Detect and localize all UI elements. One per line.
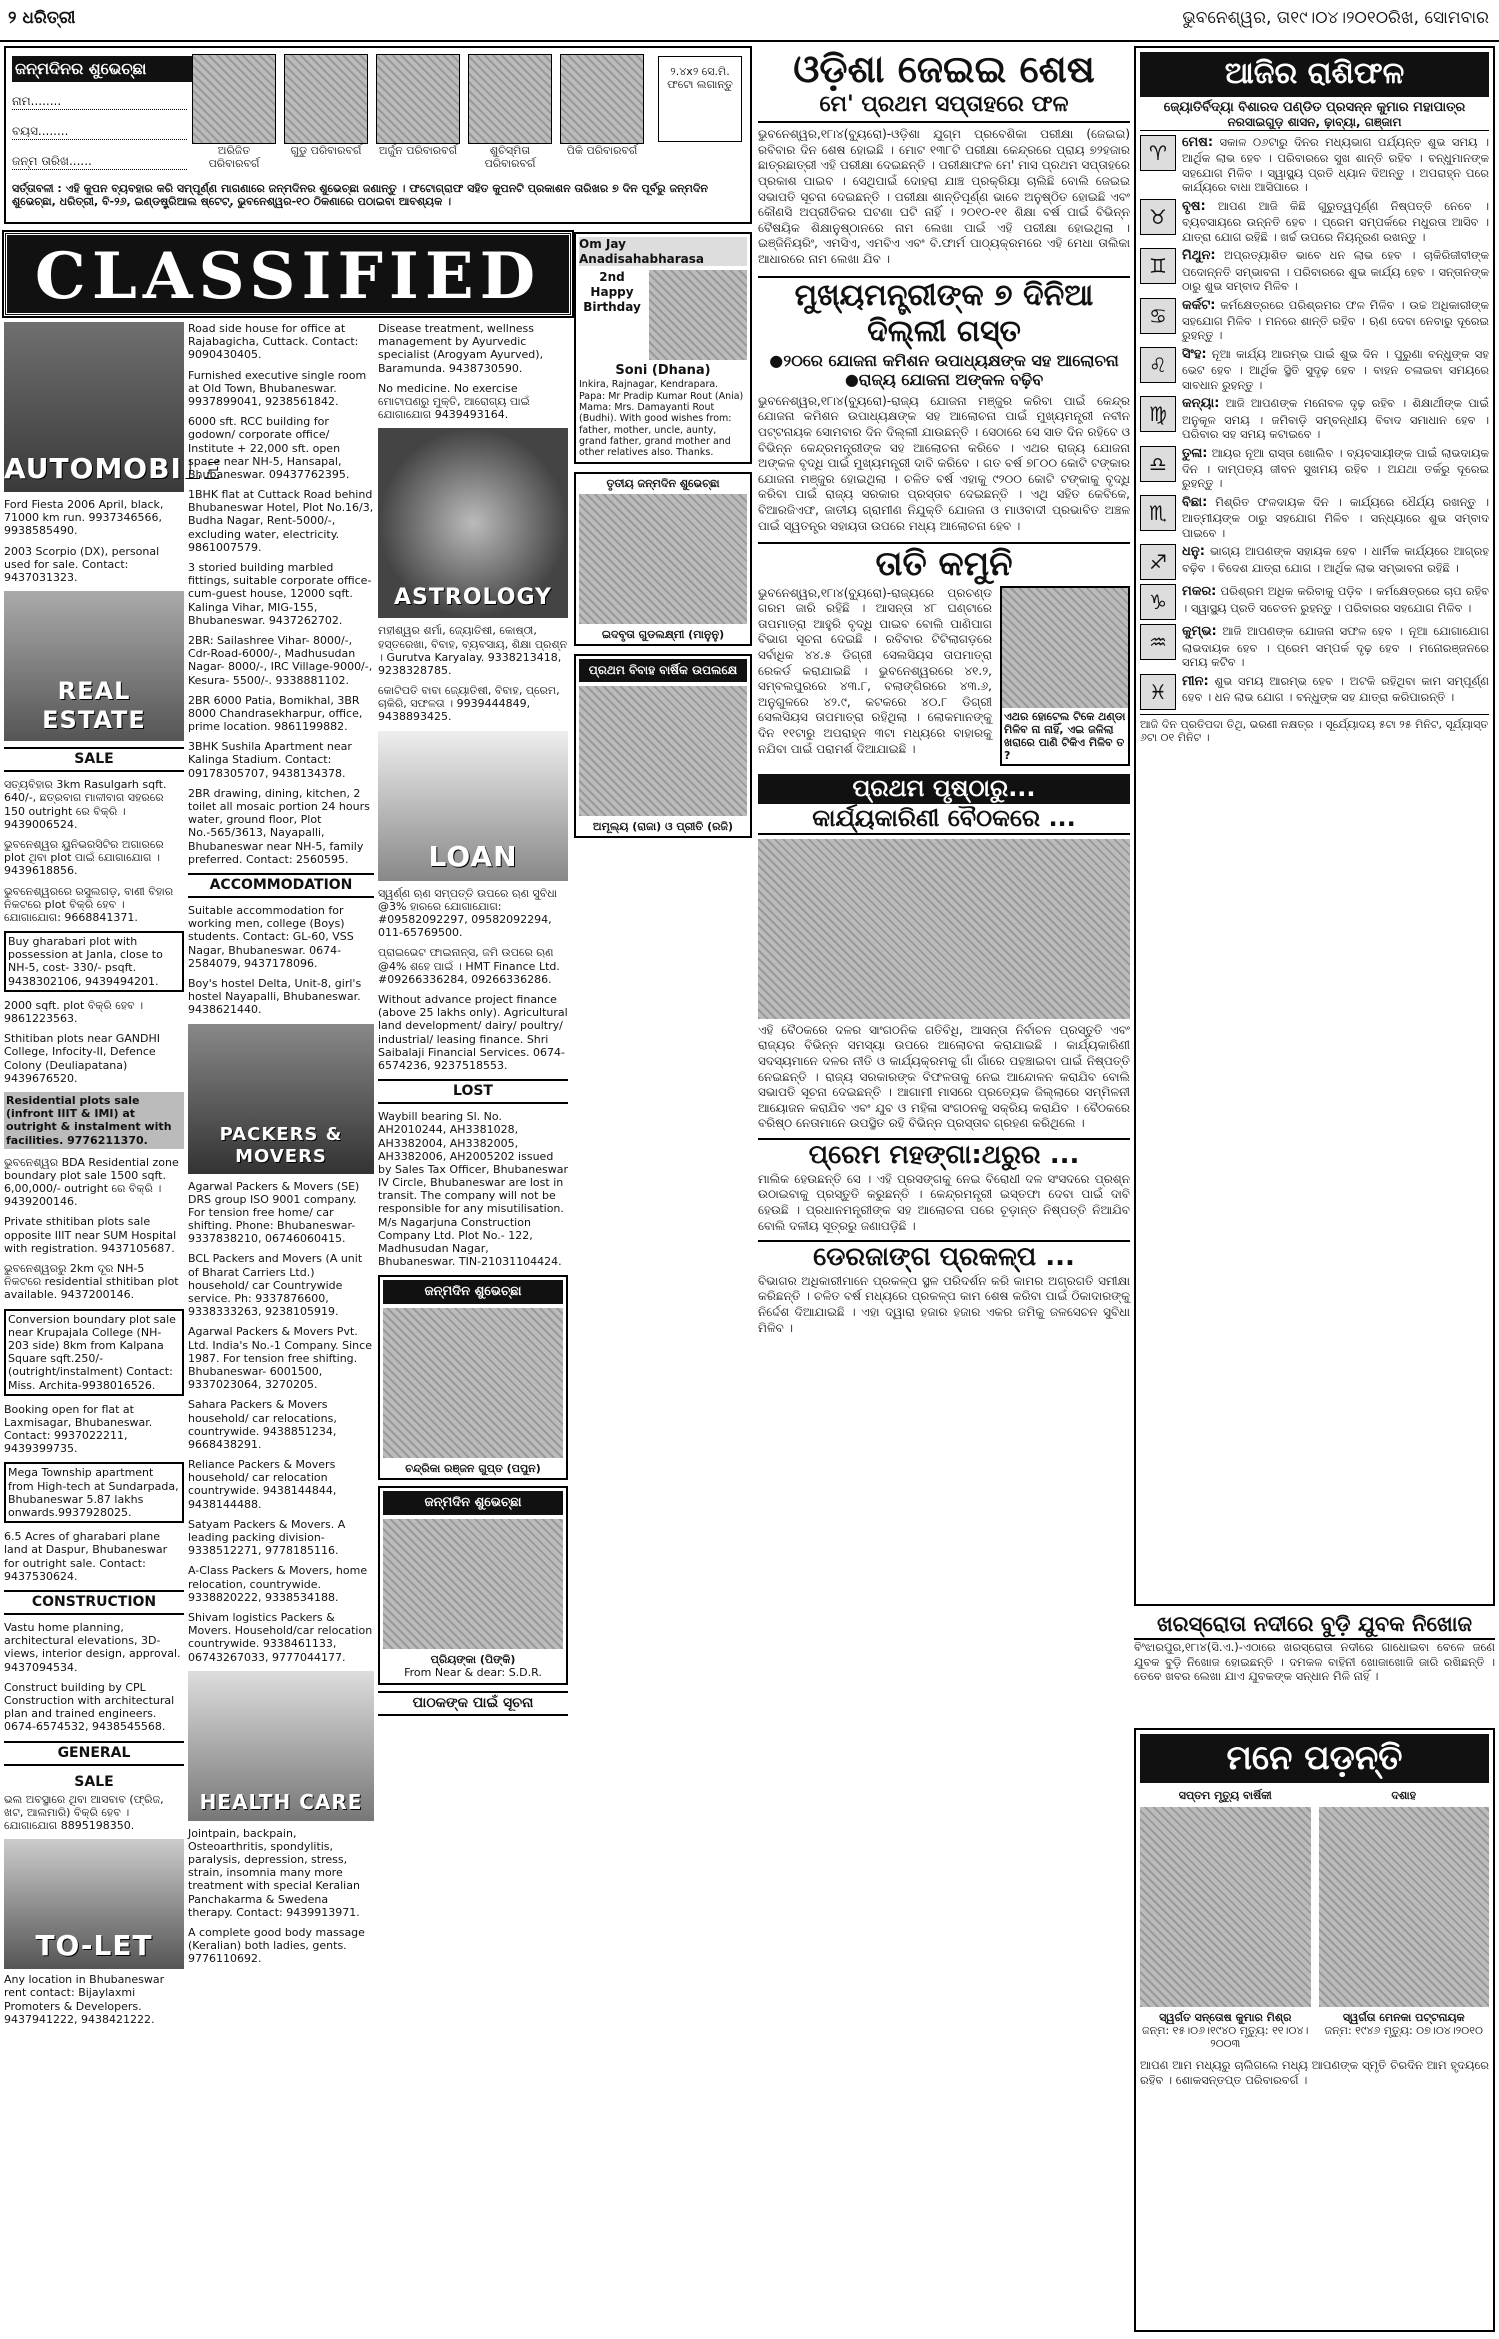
zodiac-text [1182,584,1489,620]
zodiac-entry [1140,584,1489,620]
child-name: Soni (Dhana) [615,363,711,379]
classified-ad: ଭୁବନେଶ୍ୱରରୁ 2km ଦୂର NH-5 ନିକଟରେ residential sthitiban plot available. 9437200146. [4,1262,179,1302]
classified-ad: 2000 sqft. plot ବିକ୍ରି ହେବ । 9861223563. [4,998,144,1026]
classified-col-3 [378,322,568,2332]
zodiac-text [1182,396,1489,441]
section-general: GENERAL [4,1741,184,1766]
memorial-name-2: ସ୍ୱର୍ଗତା ମେନକା ପଟ୍ଟନାୟକ [1342,2010,1465,2024]
zodiac-icon: ♈ [1140,135,1176,171]
zodiac-entry [1140,446,1489,491]
horoscope-place: ନରସାଇଗୁଡ଼ ଶାସନ, ଢ଼ାବ୍ୟା, ଗଞ୍ଜାମ [1140,115,1489,131]
zodiac-name: ଧନୁ: [1182,544,1205,560]
kid-photo [284,54,368,180]
couple-name: ଅମୂଲ୍ୟ (ରାଜା) ଓ ପ୍ରୀତି (ରଜି) [592,819,734,833]
classified-ad: ଭୁବନେଶ୍ୱର BDA Residential zone boundary plot sale 1500 sqft. 6,00,000/- outright ରେ ବିକ୍ରି । 9439200146. [4,1155,179,1209]
classified-ad: Buy gharabari plot with possession at Janla, close to NH-5, cost- 330/- psqft. 9438302106, 9439494201. [4,931,184,992]
zodiac-text [1182,248,1489,293]
classified-ad: Reliance Packers & Movers household/ car relocation countrywide. 9438144844, 9438144488. [188,1458,337,1511]
horoscope-box [1134,46,1495,1606]
om-line: Om Jay Anadisahabharasa [579,237,747,266]
classified-ad: Furnished executive single room at Old Town, Bhubaneswar. 9937899041, 9238561842. [188,368,367,408]
classified-ad: ଭଲ ଅବସ୍ଥାରେ ଥିବା ଆସବାବ (ଫ୍ରିଜ, ଖଟ, ଆଲମାରି) ବିକ୍ରି ହେବ । ଯୋଗାଯୋଗ 8895198350. [4,1792,164,1833]
section-automobile: AUTOMOBILE [4,451,221,485]
zodiac-icon: ♎ [1140,446,1176,482]
zodiac-icon: ♓ [1140,674,1176,710]
zodiac-name: କନ୍ୟା: [1182,396,1220,412]
classified-ad: Without advance project finance (above 25 lakhs only). Agricultural land development/ dairy/ poultry/ industrial/ leasing finance. Shri Saibalaji Financial Services. 0674-6574236, 9237518553. [378,992,568,1072]
greeting-from: From Near & dear: S.D.R. [404,1666,542,1680]
classified-ad: 3 storied building marbled fittings, suitable corporate office-cum-guest house, 12000 sqft. Kalinga Vihar, MIG-155, Bhubaneswar. 9437262702. [188,561,372,627]
kid-photo [192,54,276,180]
classified-ad: Agarwal Packers & Movers Pvt. Ltd. India's No.-1 Company. Since 1987. For tension free shifting. Bhubaneswar- 6001500, 9337023064, 3270205. [188,1325,372,1392]
anniversary-ad [574,654,752,838]
classified-ad: 2BR 6000 Patia, Bomikhal, 3BR 8000 Chandrasekharpur, office, prime location. 9861199882. [188,693,363,734]
tolet-image [4,1839,184,1969]
zodiac-reading: ସକାଳ ୦୬ଟାରୁ ଦିନର ମଧ୍ୟଭାଗ ପର୍ଯ୍ୟନ୍ତ ଶୁଭ ସମୟ । ଆର୍ଥିକ ଲାଭ ହେବ । ପରିବାରରେ ସୁଖ ଶାନ୍ତି ରହିବ । ବନ୍ଧୁମାନଙ୍କ ସହଯୋଗ ମିଳିବ । ସ୍ୱାସ୍ଥ୍ୟ ପ୍ରତି ଧ୍ୟାନ ଦିଅନ୍ତୁ । ଅପରାହ୍ନ ପରେ କାର୍ଯ୍ୟରେ ବାଧା ଆସିପାରେ । [1182,135,1490,195]
classified-ad: 6.5 Acres of gharabari plane land at Daspur, Bhubaneswar for outright sale. Contact: 9437530624. [4,1530,168,1583]
memorial-box [1134,1728,1495,2332]
zodiac-name: କର୍କଟ: [1182,297,1216,313]
classified-ad: Disease treatment, wellness management by Ayurvedic specialist (Arogyam Ayurved), Baramunda. 9438730590. [378,322,544,375]
classified-ad: 2BR: Sailashree Vihar- 8000/-, Cdr-Road-6000/-, Madhusudan Nagar- 8000/-, IRC Village-9000/-, Kesura- 5500/-. 9338881102. [188,633,373,687]
readers-notice: ପାଠକଙ୍କ ପାଇଁ ସୂଚନା [378,1691,568,1716]
zodiac-text [1182,544,1489,580]
zodiac-reading: ଆୟର ନୂଆ ରାସ୍ତା ଖୋଲିବ । ବ୍ୟବସାୟୀଙ୍କ ପାଇଁ ଲାଭଦାୟକ ଦିନ । ଦାମ୍ପତ୍ୟ ଜୀବନ ସୁଖମୟ ରହିବ । ଅଯଥା ତର୍କରୁ ଦୂରେଇ ରୁହନ୍ତୁ । [1182,445,1490,491]
memorial-dates-2: ଜନ୍ମ: ୧୯୪୬ ମୃତ୍ୟୁ: ୦୭।୦୪।୨୦୧୦ [1324,2023,1483,2037]
zodiac-entry [1140,674,1489,710]
horoscope-title: ଆଜିର ରାଶିଫଳ [1140,52,1489,97]
zodiac-text [1182,674,1489,710]
section-health: HEALTH CARE [199,1790,363,1815]
story-jee: ଭୁବନେଶ୍ୱର,୧୮ା୪(ବ୍ୟୁରୋ)-ଓଡ଼ିଶା ଯୁଗ୍ମ ପ୍ରବେଶିକା ପରୀକ୍ଷା (ଜେଇଇ) ରବିବାର ଦିନ ଶେଷ ହୋଇଛି । ମୋଟ ୧୩୮ଟି ପରୀକ୍ଷା କେନ୍ଦ୍ରରେ ପ୍ରାୟ ୭୨ହଜାର ଛାତ୍ରଛାତ୍ରୀ ଏହି ପରୀକ୍ଷା ଦେଇଛନ୍ତି । ପରୀକ୍ଷାଫଳ ମେ' ମାସ ପ୍ରଥମ ସପ୍ତାହରେ ପ୍ରକାଶ ପାଇବ । ସେଥିପାଇଁ ଦୋହରା ଯାଞ୍ଚ ପ୍ରକ୍ରିୟା ଚାଲିଛି ବୋଲି ଜେଇଇ ସଭାପତି ସୂଚନା ଦେଇଛନ୍ତି । ପରୀକ୍ଷା ଶାନ୍ତିପୂର୍ଣ୍ଣ ଭାବେ ଅନୁଷ୍ଠିତ ହୋଇଛି ଏବଂ କୌଣସି ଅପ୍ରୀତିକର ଘଟଣା ଘଟି ନାହିଁ । ୨୦୧୦-୧୧ ଶିକ୍ଷା ବର୍ଷ ପାଇଁ ବିଭିନ୍ନ ବୈଷୟିକ ଶିକ୍ଷାନୁଷ୍ଠାନରେ ନାମ ଲେଖା ପାଇଁ ଏହି ପରୀକ୍ଷା ହୋଇଥିଲା । ଇଞ୍ଜିନିୟରିଂ, ଏମସିଏ, ଏମବିଏ ଏବଂ ବି.ଫାର୍ମ ପାଠ୍ୟକ୍ରମରେ ଏହି ମେଧା ତାଲିକା ଆଧାରରେ ନାମ ଲେଖା ଯିବ । [758,127,1130,266]
classified-ad: 6000 sft. RCC building for godown/ corporate office/ Institute + 22,000 sft. open space near NH-5, Hansapal, Bhubaneswar. 09437762395. [188,415,350,481]
zodiac-text [1182,495,1489,540]
kid-photo [560,54,644,180]
headline-meeting: କାର୍ଯ୍ୟକାରିଣୀ ବୈଠକରେ ... [758,804,1130,835]
section-astrology: ASTROLOGY [394,585,552,611]
kid-caption: ଗୁଡୁ ପରିବାରବର୍ଗ [290,144,362,157]
zodiac-text [1182,624,1489,669]
classified-ad: Ford Fiesta 2006 April, black, 71000 km run. 9937346566, 9938585490. [4,498,164,538]
zodiac-reading: ମିଶ୍ରିତ ଫଳଦାୟକ ଦିନ । କାର୍ଯ୍ୟରେ ଧୈର୍ଯ୍ୟ ରଖନ୍ତୁ । ଆତ୍ମୀୟଙ୍କ ଠାରୁ ସହଯୋଗ ମିଳିବ । ସନ୍ଧ୍ୟାରେ ଶୁଭ ସମ୍ବାଦ ପାଇବେ । [1182,494,1490,540]
classified-ad: ସତ୍ୟବିହାର 3km Rasulgarh sqft. 640/-, ଛତ୍ରବାଗ ମାଳୀବାଗ ସହରରେ 150 outright ରେ ବିକ୍ରି । 9439006524. [4,778,167,831]
classified-ad: ଭୁବନେଶ୍ୱର ୟୁନିଭରସିଟିର ଅଗାରରେ plot ଥିବା plot ପାଇଁ ଯୋଗାଯୋଗ । 9439618856. [4,837,164,878]
zodiac-entry [1140,135,1489,195]
zodiac-name: ବୃଷ: [1182,198,1206,214]
cartoon-caption: ଏଥର ହୋଟେଲ ଟିକେ ଥଣ୍ଡା ମିଳିବ ନା ନାହିଁ, ଏଇ ଜଳିଲା ଖରାରେ ପାଣି ଟିକିଏ ମିଳିବ ତ ? [1004,709,1126,763]
meeting-photo [758,839,1130,1019]
coupon-notice: ସର୍ତ୍ତାବଳୀ : ଏହି କୁପନ ବ୍ୟବହାର କରି ସମ୍ପୂର୍ଣ୍ଣ ମାଗଣାରେ ଜନ୍ମଦିନର ଶୁଭେଚ୍ଛା ଜଣାନ୍ତୁ । ଫଟୋଗ୍ରାଫ ସହିତ କୁପନଟି ପ୍ରକାଶନ ତାରିଖର ୭ ଦିନ ପୂର୍ବରୁ ଜନ୍ମଦିନ ଶୁଭେଚ୍ଛା, ଧରିତ୍ରୀ, ବି-୨୬, ଇଣ୍ଡଷ୍ଟ୍ରିଆଲ ଷ୍ଟେଟ୍, ଭୁବନେଶ୍ୱର-୧୦ ଠିକଣାରେ ପଠାଇବା ଆବଶ୍ୟକ । [12,182,708,209]
section-sale: SALE [4,747,184,772]
section-real-estate: REAL ESTATE [42,676,146,734]
zodiac-icon: ♌ [1140,347,1176,383]
child-details: Inkira, Rajnagar, Kendrapara. Papa: Mr Pradip Kumar Rout (Ania) Mama: Mrs. Damayanti Rout (Budhi). With good wishes from: father, mother, uncle, aunty, grand father, grand mother and other relatives also. Thanks. [579,379,744,459]
classified-ad: 2003 Scorpio (DX), personal used for sale. Contact: 9437031323. [4,544,160,584]
news-column [758,46,1130,2332]
section-sale-2: SALE [74,1773,114,1790]
coupon-title: ଜନ୍ମଦିନର ଶୁଭେଚ୍ଛା [12,56,193,82]
zodiac-text [1182,298,1489,343]
classified-ad: Any location in Bhubaneswar rent contact: Bijaylaxmi Promoters & Developers. 9437941222, 9438421222. [4,1973,165,2026]
zodiac-entry [1140,495,1489,540]
classified-ad: ମହୀଶ୍ୱର ଶର୍ମା, ଜ୍ୟୋତିଷୀ, କୋଷ୍ଠୀ, ହସ୍ତରେଖା, ବିବାହ, ବ୍ୟବସାୟ, ଶିକ୍ଷା ପ୍ରଶ୍ନ । Gurutva Karyalay. 9338213418, 9238328785. [378,624,568,677]
headline-jee: ଓଡ଼ିଶା ଜେଇଇ ଶେଷ [793,47,1095,91]
classified-ad: Shivam logistics Packers & Movers. Household/car relocation countrywide. 9338461133, 06743267033, 9777044177. [188,1610,373,1664]
page-header [0,0,1499,42]
loan-image [378,731,568,881]
page-number: ୨ ଧରିତ୍ରୀ [8,8,76,28]
classified-ad: Boy's hostel Delta, Unit-8, girl's hostel Nayapalli, Bhubaneswar. 9438621440. [188,976,362,1017]
kid-photo [468,54,552,180]
memorial-title: ମନେ ପଡ଼ନ୍ତି [1140,1734,1489,1783]
memorial-photo-2 [1319,1807,1490,2007]
front-page-continued: ପ୍ରଥମ ପୃଷ୍ଠାରୁ... [758,774,1130,803]
classified-ad: No medicine. No exercise ମୋଟାପଣରୁ ମୁକ୍ତି, ଆରୋଗ୍ୟ ପାଇଁ ଯୋଗାଯୋଗ 9439493164. [378,381,530,422]
kid-caption: ପିକି ପରିବାରବର୍ଗ [566,144,638,157]
headline-drowning: ଖରସ୍ରୋତା ନଦୀରେ ବୁଡ଼ି ଯୁବକ ନିଖୋଜ [1134,1612,1495,1640]
headline-heat: ତାତି କମୁନି [758,542,1130,585]
section-accommodation: ACCOMMODATION [188,873,374,898]
classified-ad: ପ୍ରାଇଭେଟ ଫାଇନାନ୍ସ, ଜମି ଉପରେ ଋଣ @4% ଶହେ ପାଇଁ । HMT Finance Ltd. #09266336284, 09266336286. [378,946,560,986]
zodiac-name: କୁମ୍ଭ: [1182,624,1217,640]
zodiac-reading: ଅପ୍ରତ୍ୟାଶିତ ଭାବେ ଧନ ଲାଭ ହେବ । ଚାକିରିଜୀବୀଙ୍କ ପଦୋନ୍ନତି ସମ୍ଭାବନା । ପରିବାରରେ ଶୁଭ କାର୍ଯ୍ୟ ହେବ । ସନ୍ତାନଙ୍କ ଠାରୁ ଶୁଭ ସମ୍ବାଦ ମିଳିବ । [1182,248,1490,294]
zodiac-text [1182,135,1489,195]
section-tolet: TO-LET [35,1929,153,1963]
memorial-right [1319,1789,1490,2050]
zodiac-reading: ଶୁଭ ସମୟ ଆରମ୍ଭ ହେବ । ଅଟକି ରହିଥିବା କାମ ସମ୍ପୂର୍ଣ୍ଣ ହେବ । ଧନ ଲାଭ ଯୋଗ । ବନ୍ଧୁଙ୍କ ସହ ଯାତ୍ରା କରିପାରନ୍ତି । [1182,673,1490,705]
headline-project: ଡେରଜାଙ୍ଗ ପ୍ରକଳ୍ପ ... [758,1240,1130,1274]
classified-ad: Vastu home planning, architectural elevations, 3D-views, interior design, approval. 9437094534. [4,1621,181,1674]
zodiac-text [1182,446,1489,491]
zodiac-icon: ♉ [1140,199,1176,235]
zodiac-icon: ♋ [1140,298,1176,334]
classified-banner [4,232,572,316]
classified-ad: Conversion boundary plot sale near Krupajala College (NH-203 side) 8km from Kalpana Square sqft.250/-(outright/instalment) Contact: Miss. Archita-9938016526. [4,1309,184,1396]
birthday-ad-third [574,472,752,646]
automobile-image [4,322,221,492]
coupon-kids [192,54,652,180]
zodiac-icon: ♊ [1140,248,1176,284]
greeting-photo [383,1308,563,1458]
zodiac-entry [1140,248,1489,293]
subhead-cm: ●୨୦ରେ ଯୋଜନା କମିଶନ ଉପାଧ୍ୟକ୍ଷଙ୍କ ସହ ଆଲୋଚନା ●ରାଜ୍ୟ ଯୋଜନା ଅଙ୍କଳ ବଢ଼ିବ [769,350,1119,390]
real-estate-image [4,591,184,741]
greeting-title: ଜନ୍ମଦିନ ଶୁଭେଚ୍ଛା [383,1280,563,1304]
classified-ad: BCL Packers and Movers (A unit of Bharat Carriers Ltd.) household/ car Countrywide service. Ph: 9337876600, 9338333263, 9238105919. [188,1252,363,1319]
classified-col-2 [188,322,374,2332]
classified-ad: Jointpain, backpain, Osteoarthritis, spondylitis, paralysis, depression, stress, strain, insomnia many more treatment with special Keralian Panchakarma & Swedena therapy. Contact: 9439913971. [188,1826,360,1919]
classified-ad: Satyam Packers & Movers. A leading packing division- 9338512271, 9778185116. [188,1517,346,1558]
headline-cm: ମୁଖ୍ୟମନ୍ତ୍ରୀଙ୍କ ୭ ଦିନିଆ ଦିଲ୍ଲୀ ଗସ୍ତ [758,276,1130,351]
greeting-box [378,1275,568,1480]
zodiac-icon: ♍ [1140,396,1176,432]
greeting-photo-2 [383,1519,563,1649]
zodiac-text [1182,347,1489,392]
classified-ad: Mega Township apartment from High-tech at Sundarpada, Bhubaneswar 5.87 lakhs onwards.9937928025. [4,1462,184,1523]
zodiac-reading: ପରିଶ୍ରମ ଅଧିକ କରିବାକୁ ପଡ଼ିବ । କର୍ମକ୍ଷେତ୍ରରେ ଚାପ ରହିବ । ସ୍ୱାସ୍ଥ୍ୟ ପ୍ରତି ସଚେତନ ରୁହନ୍ତୁ । ପରିବାରର ସହଯୋଗ ମିଳିବ । [1182,584,1490,615]
zodiac-entry [1140,199,1489,244]
couple-photo [579,686,747,816]
zodiac-text [1182,199,1489,244]
section-packers: PACKERS & MOVERS [219,1123,343,1167]
classified-ad: Residential plots sale (infront IIIT & IMI) at outright & instalment with facilities. 9776211370. [4,1092,184,1149]
classified-ad: ଭୁବନେଶ୍ୱରରେ ରସୁଲଗଡ଼, ବାଣୀ ବିହାର ନିକଟରେ plot ବିକ୍ରି ହେବ । ଯୋଗାଯୋଗ: 9668841371. [4,884,174,924]
dateline: ଭୁବନେଶ୍ୱର, ତା୧୯।୦୪।୨୦୧୦ରିଖ, ସୋମବାର [1182,8,1489,28]
classified-ad: 3BHK Sushila Apartment near Kalinga Stadium. Contact: 09178305707, 9438134378. [188,740,352,780]
story-heat: ଭୁବନେଶ୍ୱର,୧୮ା୪(ବ୍ୟୁରୋ)-ରାଜ୍ୟରେ ପ୍ରଚଣ୍ଡ ଗରମ ଜାରି ରହିଛି । ଆସନ୍ତା ୪୮ ଘଣ୍ଟାରେ ତାପମାତ୍ରା ଆହୁରି ବୃଦ୍ଧି ପାଇବ ବୋଲି ପାଣିପାଗ ବିଭାଗ ସୂଚନା ଦେଇଛି । ରବିବାର ଟିଟିଲାଗଡ଼ରେ ସର୍ବାଧିକ ୪୪.୫ ଡିଗ୍ରୀ ସେଲସିୟସ ତାପମାତ୍ରା ରେକର୍ଡ କରାଯାଇଛି । ଭୁବନେଶ୍ୱରରେ ୪୧.୨, ସମ୍ବଲପୁରରେ ୪୩.୮, ବଲାଙ୍ଗିରରେ ୪୩.୬, ଅନୁଗୁଳରେ ୪୨.୯, କଟକରେ ୪୦.୮ ଡିଗ୍ରୀ ସେଲସିୟସ ତାପମାତ୍ରା ରହିଥିଲା । ଲୋକମାନଙ୍କୁ ଦିନ ୧୧ଟାରୁ ଅପରାହ୍ନ ୩ଟା ମଧ୍ୟରେ ବାହାରକୁ ନଯିବା ପାଇଁ ପରାମର୍ଶ ଦିଆଯାଇଛି । [758,585,992,756]
health-image [188,1671,374,1821]
kid-caption: ଶୁଚିସ୍ମିତା ପରିବାରବର୍ଗ [484,144,536,171]
zodiac-list [1140,135,1489,710]
kid-caption: ଅରିଜିତ ପରିବାରବର୍ଗ [208,144,260,171]
zodiac-name: ମେଷ: [1182,135,1214,151]
story-cm: ଭୁବନେଶ୍ୱର,୧୮ା୪(ବ୍ୟୁରୋ)-ରାଜ୍ୟ ଯୋଜନା ମଞ୍ଜୁର କରିବା ପାଇଁ କେନ୍ଦ୍ର ଯୋଜନା କମିଶନ ଉପାଧ୍ୟକ୍ଷଙ୍କ ସହ ଆଲୋଚନା ପାଇଁ ମୁଖ୍ୟମନ୍ତ୍ରୀ ନବୀନ ପଟ୍ଟନାୟକ ସୋମବାର ଦିନ ଦିଲ୍ଲୀ ଯାଉଛନ୍ତି । ସେଠାରେ ସେ ସାତ ଦିନ ରହିବେ ଓ ବିଭିନ୍ନ କେନ୍ଦ୍ରମନ୍ତ୍ରୀଙ୍କ ସହ ଆଲୋଚନା କରିବେ । ଏଥର ରାଜ୍ୟ ଯୋଜନା ଅଙ୍କଳ ବୃଦ୍ଧି ପାଇଁ ମୁଖ୍ୟମନ୍ତ୍ରୀ ଦାବି କରିବେ । ଗତ ବର୍ଷ ୭୮୦୦ କୋଟି ଟଙ୍କାର ଯୋଜନା ମଞ୍ଜୁର ହୋଇଥିଲା । ଚଳିତ ବର୍ଷ ଏହାକୁ ୯୨୦୦ କୋଟି ଟଙ୍କାକୁ ବୃଦ୍ଧି କରିବା ପାଇଁ ରାଜ୍ୟ ସରକାର ପ୍ରସ୍ତାବ ଦେଇଛନ୍ତି । ଏଥି ସହିତ କେବିକେ, ବିଆରଜିଏଫ, ଜାତୀୟ ଗ୍ରାମୀଣ ନିଯୁକ୍ତି ଯୋଜନା ଓ ମାଓବାଦୀ ପ୍ରଭାବିତ ଅଞ୍ଚଳ ପାଇଁ ସ୍ୱତନ୍ତ୍ର ସହାୟତା ଉପରେ ମଧ୍ୟ ଆଲୋଚନା ହେବ । [758,393,1130,533]
zodiac-reading: ଆଜି ଆପଣଙ୍କ ମନୋବଳ ଦୃଢ଼ ରହିବ । ଶିକ୍ଷାର୍ଥୀଙ୍କ ପାଇଁ ଅନୁକୂଳ ସମୟ । ଜମିବାଡ଼ି ସମ୍ବନ୍ଧୀୟ ବିବାଦ ସମାଧାନ ହେବ । ପରିବାର ସହ ସମୟ କଟାଇବେ । [1182,396,1489,442]
coupon-field-age: ବୟସ........ [12,124,187,140]
greetings-col [574,232,752,1282]
greeting-name-2: ପ୍ରିୟଙ୍କା (ପିଙ୍କି) [430,1653,516,1667]
classified-ad: Construct building by CPL Construction with architectural plan and trained engineers. 0674-6574532, 9438545568. [4,1680,175,1734]
drowning-story [1134,1612,1495,1722]
subhead-jee: ମେ' ପ୍ରଥମ ସପ୍ତାହରେ ଫଳ [758,92,1130,123]
zodiac-entry [1140,298,1489,343]
headline-tharoor: ପ୍ରେମ ମହଙ୍ଗା:ଥରୁର ... [758,1138,1130,1172]
greeting-title-2: ଜନ୍ମଦିନ ଶୁଭେଚ୍ଛା [383,1491,563,1515]
zodiac-icon: ♏ [1140,495,1176,531]
zodiac-entry [1140,624,1489,669]
zodiac-icon: ♑ [1140,584,1176,620]
zodiac-reading: ନୂଆ କାର୍ଯ୍ୟ ଆରମ୍ଭ ପାଇଁ ଶୁଭ ଦିନ । ପୁରୁଣା ବନ୍ଧୁଙ୍କ ସହ ଭେଟ ହେବ । ଆର୍ଥିକ ସ୍ଥିତି ସୁଦୃଢ଼ ହେବ । ବାହନ ଚଳାଇବା ସମୟରେ ସାବଧାନ ରୁହନ୍ତୁ । [1182,346,1489,392]
classified-ad: Sthitiban plots near GANDHI College, Infocity-II, Defence Colony (Deuliapatana) 9439676520. [4,1032,160,1085]
classified-ad: Waybill bearing Sl. No. AH2010244, AH3381028, AH3382004, AH3382005, AH3382006, AH2005202 issued by Sales Tax Officer, Bhubaneswar IV Circle, Bhubaneswar are lost in transit. The company will not be responsible for any misutilisation. M/s Nagarjuna Construction Company Ltd. Plot No.- 122, Madhusudan Nagar, Bhubaneswar. TIN-21031104424. [378,1110,568,1269]
packers-image [188,1024,374,1174]
classified-ad: A-Class Packers & Movers, home relocation, countrywide. 9338820222, 9338534188. [188,1564,368,1604]
zodiac-name: ତୁଳା: [1182,445,1208,461]
happy-birthday: 2nd Happy Birthday [583,270,641,314]
classified-ad: ସ୍ୱର୍ଣ୍ଣ ଋଣ ସମ୍ପତ୍ତି ଉପରେ ଋଣ ସୁବିଧା @3% ହାରରେ ଯୋଗାଯୋଗ: #09582092297, 09582092294, 011-65769500. [378,886,558,940]
zodiac-name: ମୀନ: [1182,673,1209,689]
coupon-field-name: ନାମ........ [12,94,187,110]
zodiac-name: ସିଂହ: [1182,346,1207,362]
coupon-field-dob: ଜନ୍ମ ତାରିଖ...... [12,154,187,170]
greeting-name: ଚନ୍ଦ୍ରିକା ରଞ୍ଜନ ଗୁପ୍ତ (ପପୁନ) [405,1462,541,1476]
zodiac-name: ବିଛା: [1182,494,1208,510]
classified-ad: 1BHK flat at Cuttack Road behind Bhubaneswar Hotel, Plot No.16/3, Budha Nagar, Rent-5000/-, excluding water, electricity. 9861007579. [188,488,374,554]
zodiac-reading: କର୍ମକ୍ଷେତ୍ରରେ ପରିଶ୍ରମର ଫଳ ମିଳିବ । ଉଚ୍ଚ ଅଧିକାରୀଙ୍କ ସହଯୋଗ ମିଳିବ । ମନରେ ଶାନ୍ତି ରହିବ । ଋଣ ଦେବା ନେବାରୁ ଦୂରେଇ ରୁହନ୍ତୁ । [1182,297,1490,343]
memorial-photo-1 [1140,1807,1311,2007]
classified-ad: Sahara Packers & Movers household/ car relocations, countrywide. 9438851234, 9668438291. [188,1398,337,1451]
memorial-dates-1: ଜନ୍ମ: ୧୫।୦୬।୧୯୪୦ ମୃତ୍ୟୁ: ୧୧।୦୪।୨୦୦୩ [1142,2023,1309,2051]
memorial-left [1140,1789,1311,2050]
girl-name: ଇଦବୃତା ଗୁଡଲକ୍ଷ୍ମୀ (ମାନୁନୁ) [601,628,725,642]
zodiac-name: ମିଥୁନ: [1182,248,1216,264]
classified-title: CLASSIFIED [34,239,542,314]
zodiac-reading: ଆଜି ଆପଣଙ୍କ ଯୋଜନା ସଫଳ ହେବ । ନୂଆ ଯୋଗାଯୋଗ ଲାଭଦାୟକ ହେବ । ପ୍ରେମ ସମ୍ପର୍କ ଦୃଢ଼ ହେବ । ମନୋରଞ୍ଜନରେ ସମୟ କଟିବ । [1182,624,1490,670]
child-photo [649,270,747,360]
horoscope-footer: ଆଜି ଦିନ ପ୍ରତିପଦା ତିଥି, ଭରଣୀ ନକ୍ଷତ୍ର । ସୂର୍ଯ୍ୟୋଦୟ ୫ଟା ୨୫ ମିନିଟ, ସୂର୍ଯ୍ୟାସ୍ତ ୬ଟା ୦୧ ମିନିଟ । [1140,714,1489,744]
story-drowning: ବିଂଝାରପୁର,୧୮ା୪(ସି.ଏ.)-ଏଠାରେ ଖରସ୍ରୋତା ନଦୀରେ ଗାଧୋଇବା ବେଳେ ଜଣେ ଯୁବକ ବୁଡ଼ି ନିଖୋଜ ହୋଇଛନ୍ତି । ଦମକଳ ବାହିନୀ ଖୋଜାଖୋଜି ଜାରି ରଖିଛନ୍ତି । ତେବେ ଖବର ଲେଖା ଯାଏ ଯୁବକଙ୍କ ସନ୍ଧାନ ମିଳି ନାହିଁ । [1134,1639,1495,1684]
zodiac-reading: ଭାଗ୍ୟ ଆପଣଙ୍କ ସହାୟକ ହେବ । ଧାର୍ମିକ କାର୍ଯ୍ୟରେ ଆଗ୍ରହ ବଢ଼ିବ । ବିଦେଶ ଯାତ୍ରା ଯୋଗ । ଆର୍ଥିକ ଲାଭ ସମ୍ଭାବନା ରହିଛି । [1182,544,1490,575]
classified-ad: A complete good body massage (Keralian) both ladies, gents. 9776110692. [188,1926,365,1966]
kid-photo [376,54,460,180]
zodiac-name: ମକର: [1182,584,1217,600]
classified-ad: Private sthitiban plots sale opposite IIIT near SUM Hospital with registration. 9437105687. [4,1215,177,1255]
zodiac-reading: ଆପଣ ଆଜି କିଛି ଗୁରୁତ୍ୱପୂର୍ଣ୍ଣ ନିଷ୍ପତ୍ତି ନେବେ । ବ୍ୟବସାୟରେ ଉନ୍ନତି ହେବ । ପ୍ରେମ ସମ୍ପର୍କରେ ମଧୁରତା ଆସିବ । ଯାତ୍ରା ଯୋଗ ରହିଛି । ଖର୍ଚ୍ଚ ଉପରେ ନିୟନ୍ତ୍ରଣ ରଖନ୍ତୁ । [1182,198,1489,244]
section-lost: LOST [378,1079,568,1104]
zodiac-entry [1140,347,1489,392]
zodiac-entry [1140,396,1489,441]
story-tharoor: ମାଲିକ ହେଉଛନ୍ତି ସେ । ଏହି ପ୍ରସଙ୍ଗକୁ ନେଇ ବିରୋଧୀ ଦଳ ସଂସଦରେ ପ୍ରଶ୍ନ ଉଠାଇବାକୁ ପ୍ରସ୍ତୁତି କରୁଛନ୍ତି । କେନ୍ଦ୍ରମନ୍ତ୍ରୀ ଇସ୍ତଫା ଦେବା ପାଇଁ ଦାବି ହେଉଛି । ପ୍ରଧାନମନ୍ତ୍ରୀଙ୍କ ସହ ଆଲୋଚନା ପରେ ଚୂଡ଼ାନ୍ତ ନିଷ୍ପତ୍ତି ନିଆଯିବ ବୋଲି ଦଳୀୟ ସୂତ୍ରରୁ ଜଣାପଡ଼ିଛି । [758,1171,1130,1233]
classified-ad: କୋଟିପତି ବାବା ଜ୍ୟୋତିଷୀ, ବିବାହ, ପ୍ରେମ, ଚାକିରି, ସଫଳତା । 9939444849, 9438893425. [378,684,560,724]
memorial-left-caption: ସପ୍ତମ ମୃତ୍ୟୁ ବାର୍ଷିକୀ [1178,1789,1272,1803]
photo-placeholder: ୨.୪x୨ ସେ.ମି. ଫଟୋ ଲଗାନ୍ତୁ [658,56,742,142]
horoscope-author: ଜ୍ୟୋତିର୍ବିଦ୍ୟା ବିଶାରଦ ପଣ୍ଡିତ ପ୍ରସନ୍ନ କୁମାର ମହାପାତ୍ର [1163,99,1466,115]
memorial-name-1: ସ୍ୱର୍ଗତ ସନ୍ତୋଷ କୁମାର ମିଶ୍ର [1159,2010,1292,2024]
third-birthday-title: ତୃତୀୟ ଜନ୍ମଦିନ ଶୁଭେଚ୍ଛା [606,476,720,490]
memorial-text: ଆପଣ ଆମ ମଧ୍ୟରୁ ଚାଲିଗଲେ ମଧ୍ୟ ଆପଣଙ୍କ ସ୍ମୃତି ଚିରଦିନ ଆମ ହୃଦୟରେ ରହିବ । ଶୋକସନ୍ତପ୍ତ ପରିବାରବର୍ଗ । [1140,2058,1489,2088]
memorial-right-caption: ଦଶାହ [1391,1789,1417,1803]
classified-ad: Agarwal Packers & Movers (SE) DRS group ISO 9001 company. For tension free home/ car shifting. Phone: Bhubaneswar- 9337838210, 06746060415. [188,1179,360,1246]
section-construction: CONSTRUCTION [4,1590,184,1615]
zodiac-entry [1140,544,1489,580]
cartoon [1000,586,1130,767]
classified-ad: 2BR drawing, dining, kitchen, 2 toilet all mosaic portion 24 hours water, ground floor, Plot No.-565/3613, Nayapalli, Bhubaneswar near NH-5, family preferred. Contact: 2560595. [188,786,370,866]
greeting-box-2 [378,1486,568,1684]
anniversary-title: ପ୍ରଥମ ବିବାହ ବାର୍ଷିକ ଉପଲକ୍ଷେ [579,659,747,682]
classified-ad: Road side house for office at Rajabagicha, Cuttack. Contact: 9090430405. [188,322,359,362]
birthday-coupon [4,46,752,224]
astrology-image [378,428,568,618]
classified-col-1 [4,322,221,2332]
section-loan: LOAN [428,840,518,874]
classified-ad: Suitable accommodation for working men, college (Boys) students. Contact: GL-60, VSS Nagar, Bhubaneswar. 0674-2584079, 9437178096. [188,904,354,970]
classified-ad: Booking open for flat at Laxmisagar, Bhubaneswar. Contact: 9937022211, 9439399735. [4,1402,153,1456]
kid-caption: ଅର୍ଜୁନ ପରିବାରବର୍ଗ [378,144,458,157]
birthday-ad-soni [574,232,752,464]
zodiac-icon: ♒ [1140,624,1176,660]
girl-photo [579,494,747,624]
story-project: ବିଭାଗର ଅଧିକାରୀମାନେ ପ୍ରକଳ୍ପ ସ୍ଥଳ ପରିଦର୍ଶନ କରି କାମର ଅଗ୍ରଗତି ସମୀକ୍ଷା କରିଛନ୍ତି । ଚଳିତ ବର୍ଷ ମଧ୍ୟରେ ପ୍ରକଳ୍ପ କାମ ଶେଷ କରିବା ପାଇଁ ଠିକାଦାରଙ୍କୁ ନିର୍ଦ୍ଦେଶ ଦିଆଯାଇଛି । ଏହା ଦ୍ୱାରା ହଜାର ହଜାର ଏକର ଜମିକୁ ଜଳସେଚନ ସୁବିଧା ମିଳିବ । [758,1273,1130,1335]
cartoon-drawing [1002,588,1128,708]
story-meeting: ଏହି ବୈଠକରେ ଦଳର ସାଂଗଠନିକ ଗତିବିଧି, ଆସନ୍ତା ନିର୍ବାଚନ ପ୍ରସ୍ତୁତି ଏବଂ ରାଜ୍ୟର ବିଭିନ୍ନ ସମସ୍ୟା ଉପରେ ଆଲୋଚନା କରାଯାଇଛି । କାର୍ଯ୍ୟକାରିଣୀ ସଦସ୍ୟମାନେ ଦଳର ନୀତି ଓ କାର୍ଯ୍ୟକ୍ରମକୁ ଗାଁ ଗାଁରେ ପହଞ୍ଚାଇବା ପାଇଁ ନିଷ୍ପତ୍ତି ନେଇଛନ୍ତି । ରାଜ୍ୟ ସରକାରଙ୍କ ବିଫଳତାକୁ ନେଇ ଆନ୍ଦୋଳନ କରାଯିବ ବୋଲି ସଭାପତି ସୂଚନା ଦେଇଛନ୍ତି । ଆଗାମୀ ମାସରେ ପ୍ରତ୍ୟେକ ଜିଲ୍ଲାରେ ସମ୍ମିଳନୀ ଆୟୋଜନ କରାଯିବ ଏବଂ ଯୁବ ଓ ମହିଳା ସଂଗଠନକୁ ସକ୍ରିୟ କରାଯିବ । ବୈଠକରେ ବରିଷ୍ଠ ନେତାମାନେ ଉପସ୍ଥିତ ରହି ବିଭିନ୍ନ ପ୍ରସ୍ତାବ ଗ୍ରହଣ କରିଥିଲେ । [758,1022,1130,1131]
zodiac-icon: ♐ [1140,544,1176,580]
